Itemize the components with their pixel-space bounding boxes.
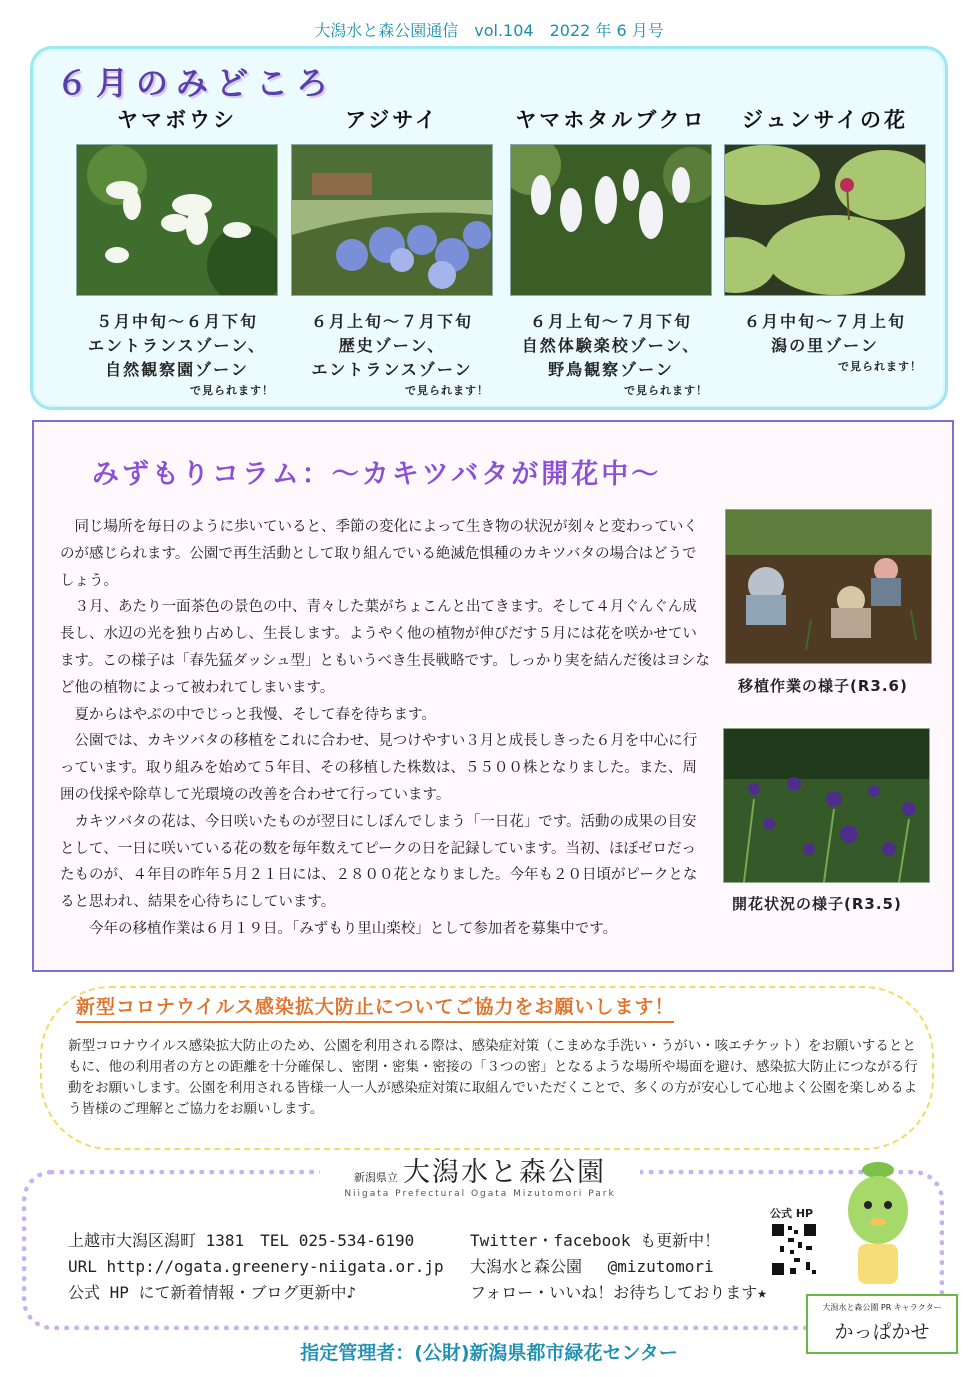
flower-card-junsai: ジュンサイの花 ６月中旬～７月上旬 潟の里ゾーン で見られます！ [720, 104, 930, 374]
qr-code-icon[interactable] [770, 1222, 818, 1277]
corona-title: 新型コロナウイルス感染拡大防止についてご協力をお願いします！ [76, 992, 674, 1023]
logo-subtitle: Niigata Prefectural Ogata Mizutomori Park [344, 1189, 616, 1199]
logo-main: 大潟水と森公園 [403, 1157, 607, 1188]
character-name: かっぱかせ [834, 1321, 930, 1343]
transplant-photo [725, 509, 932, 664]
flower-name: アジサイ [345, 108, 439, 132]
newsletter-header: 大潟水と森公園通信 vol.104 2022 年 6 月号 [314, 21, 664, 40]
flower-period: ６月中旬～７月上旬 潟の里ゾーン [743, 312, 906, 355]
transplant-caption: 移植作業の様子(R3.6) [738, 677, 908, 695]
iris-photo [723, 728, 930, 883]
iris-caption: 開花状況の様子(R3.5) [732, 895, 902, 913]
follow-text: フォロー・いいね！お待ちしております★ [470, 1283, 767, 1302]
yamahotarubukuro-photo [510, 144, 712, 296]
column-paragraph: カキツバタの花は、今日咲いたものが翌日にしぼんでしまう「一日花」です。活動の成果の目安として、一日に咲いている花の数を毎年数えてピークの日を記録しています。当初、ほぼゼロだったものが、４年目の昨年５月２１日には、２８００花となりました。今年も２０日頃がピークとなると思われ、結果を心待ちにしています。 [60, 813, 698, 911]
flower-card-yamahotarubukuro: ヤマホタルブクロ ６月上旬～７月下旬 自然体験楽校ゾーン、 野鳥観察ゾーン で見られます！ [506, 104, 716, 398]
account-text: 大潟水と森公園 @mizutomori [470, 1257, 714, 1276]
column-paragraph: 公園では、カキツバタの移植をこれに合わせ、見つけやすい３月と成長しきった６月を中心に行っています。取り組みを始めて５年目、その移植した株数は、５５００株となりました。また、周囲の伐採や除草して光環境の改善を合わせて行っています。 [60, 733, 698, 803]
flower-name: ヤマボウシ [117, 108, 237, 132]
sns-info [470, 1228, 767, 1306]
flower-card-ajisai: アジサイ ６月上旬～７月下旬 歴史ゾーン、 エントランスゾーン で見られます！ [287, 104, 497, 398]
address-text: 上越市大潟区潟町 1381 TEL 025-534-6190 [68, 1231, 415, 1250]
ajisai-photo [291, 144, 493, 296]
column-paragraph: 今年の移植作業は６月１９日。「みずもり里山楽校」として参加者を募集中です。 [89, 920, 618, 937]
junsai-photo [724, 144, 926, 296]
flower-name: ジュンサイの花 [741, 108, 909, 132]
kappakase-character-icon [838, 1160, 918, 1290]
flower-period: ５月中旬～６月下旬 エントランスゾーン、 自然観察園ゾーン [88, 312, 266, 379]
corona-body: 新型コロナウイルス感染拡大防止のため、公園を利用される際は、感染症対策（こまめな手洗い・うがい・咳エチケット）をお願いするとともに、他の利用者の方との距離を十分確保し、密閉・密集・密接の「３つの密」となるような場所や場面を避け、感染拡大防止につながる行動をお願いします。公園を利用される皆様一人一人が感染症対策に取組んでいただくことで、多くの方が安心して心地よく公園を楽しめるよう皆様のご理解とご協力をお願いします。 [68, 1038, 918, 1117]
hp-note: 公式 HP にて新着情報・ブログ更新中♪ [68, 1283, 357, 1302]
highlights-title: ６月のみどころ [56, 64, 337, 102]
url-link[interactable]: URL http://ogata.greenery-niigata.or.jp [68, 1257, 444, 1276]
character-label-small: 大潟水と森公園 PR キャラクター [822, 1303, 942, 1312]
column-paragraph: 夏からはやぶの中でじっと我慢、そして春を待ちます。 [74, 706, 436, 723]
flower-card-yamaboushi: ヤマボウシ ５月中旬～６月下旬 エントランスゾーン、 自然観察園ゾーン で見られます！ [72, 104, 282, 398]
yamaboushi-photo [76, 144, 278, 296]
column-title: みずもりコラム：～カキツバタが開花中～ [92, 459, 662, 490]
qr-label: 公式 HP [770, 1207, 814, 1220]
flower-period: ６月上旬～７月下旬 歴史ゾーン、 エントランスゾーン [310, 312, 473, 379]
column-body [60, 514, 710, 943]
flower-period: ６月上旬～７月下旬 自然体験楽校ゾーン、 野鳥観察ゾーン [521, 312, 701, 379]
manager-text: 指定管理者：(公財)新潟県都市緑花センター [300, 1342, 678, 1364]
column-paragraph: ３月、あたり一面茶色の景色の中、青々した葉がちょこんと出てきます。そして４月ぐんぐん成長し、水辺の光を独り占めし、生長します。ようやく他の植物が伸びだす５月には花を咲かせています。この様子は「春先猛ダッシュ型」ともいうべき生長戦略です。しっかり実を結んだ後はヨシなど他の植物によって被われてしまいます。 [60, 599, 710, 696]
flower-name: ヤマホタルブクロ [515, 108, 707, 132]
logo-prefix: 新潟県立 [353, 1171, 398, 1184]
column-paragraph: 同じ場所を毎日のように歩いていると、季節の変化によって生き物の状況が刻々と変わっていくのが感じられます。公園で再生活動として取り組んでいる絶滅危惧種のカキツバタの場合はどうでしょう。 [60, 519, 698, 589]
contact-info [68, 1228, 444, 1306]
twitter-text: Twitter・facebook も更新中！ [470, 1231, 721, 1250]
park-logo [320, 1150, 640, 1212]
